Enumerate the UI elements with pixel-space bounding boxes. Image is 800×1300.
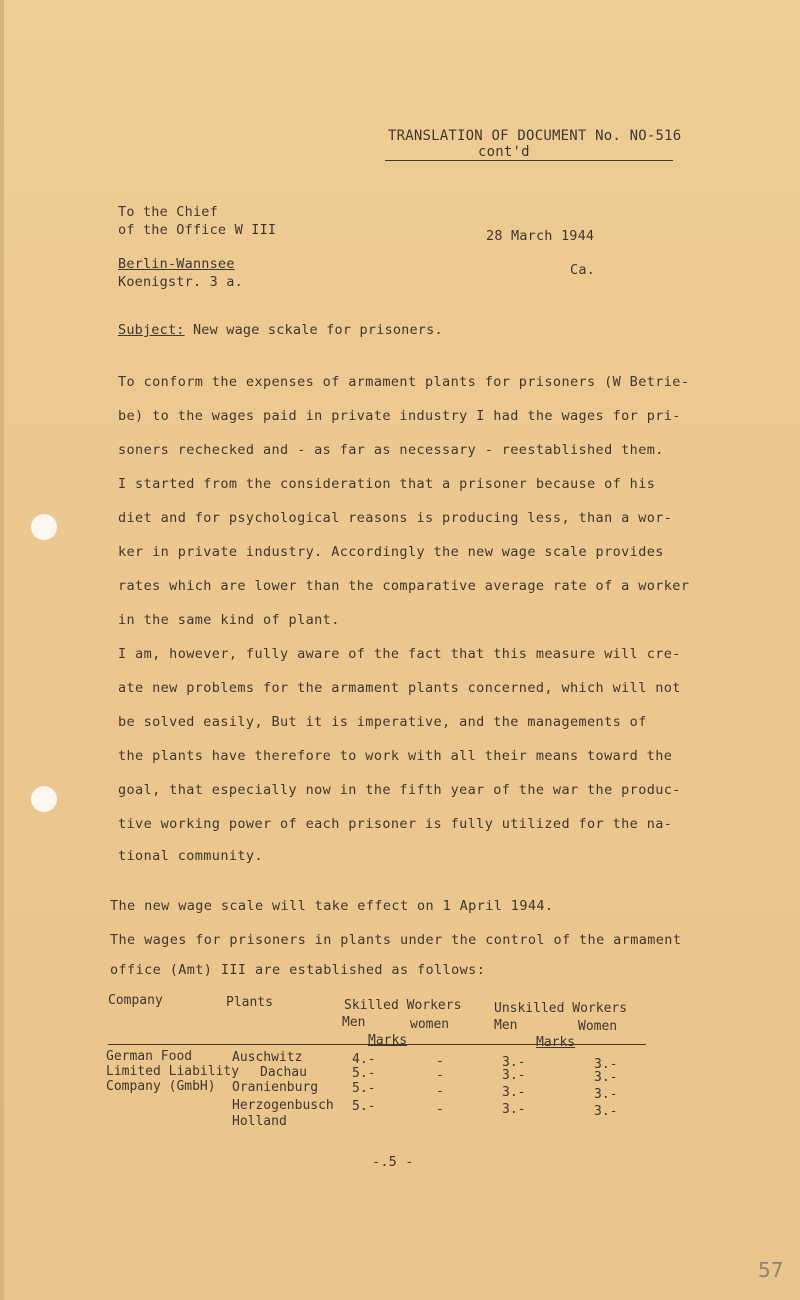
page-number: -.5 - — [372, 1154, 414, 1170]
col-header-men: Men — [342, 1015, 366, 1030]
plant-name: Dachau — [260, 1065, 307, 1080]
skilled-women-rate: - — [436, 1102, 444, 1117]
address-city: Berlin-Wannsee — [118, 256, 235, 272]
body-line: in the same kind of plant. — [118, 612, 340, 628]
unskilled-men-rate: 3.- — [502, 1085, 526, 1100]
plant-name: Herzogenbusch — [232, 1098, 334, 1113]
skilled-women-rate: - — [436, 1084, 444, 1099]
document-subtitle: cont'd — [478, 144, 530, 160]
body-line: To conform the expenses of armament plants for prisoners (W Betrie- — [118, 374, 690, 390]
header-rule — [385, 160, 673, 161]
initials: Ca. — [570, 262, 595, 278]
col-header-marks-unskilled: Marks — [536, 1035, 576, 1050]
col-header-women: women — [410, 1017, 450, 1032]
handwritten-page-number: 57 — [758, 1258, 784, 1282]
subject-label: Subject: — [118, 322, 185, 338]
unskilled-women-rate: 3.- — [594, 1070, 618, 1085]
subject-line — [118, 322, 443, 338]
table-rule — [108, 1044, 646, 1045]
body-line: ker in private industry. Accordingly the new wage scale provides — [118, 544, 664, 560]
unskilled-women-rate: 3.- — [594, 1104, 618, 1119]
unskilled-men-rate: 3.- — [502, 1068, 526, 1083]
plant-location: Holland — [232, 1114, 287, 1129]
skilled-men-rate: 5.- — [352, 1099, 376, 1114]
skilled-women-rate: - — [436, 1054, 444, 1069]
skilled-men-rate: 5.- — [352, 1081, 376, 1096]
body-line: soners rechecked and - as far as necessary - reestablished them. — [118, 442, 664, 458]
skilled-men-rate: 4.- — [352, 1052, 376, 1067]
body-line: rates which are lower than the comparative average rate of a worker — [118, 578, 690, 594]
address-line-1: To the Chief — [118, 204, 218, 220]
paper-edge — [0, 0, 4, 1300]
punch-hole-top — [31, 514, 57, 540]
plant-name: Oranienburg — [232, 1080, 319, 1095]
skilled-men-rate: 5.- — [352, 1066, 376, 1081]
col-header-marks: Marks — [368, 1033, 408, 1048]
skilled-women-rate: - — [436, 1068, 444, 1083]
col-header-women-unskilled: Women — [578, 1019, 618, 1034]
unskilled-men-rate: 3.- — [502, 1102, 526, 1117]
body-line: tive working power of each prisoner is fully utilized for the na- — [118, 816, 673, 832]
document-title: TRANSLATION OF DOCUMENT No. NO-516 — [388, 128, 682, 144]
body-line: be) to the wages paid in private industry I had the wages for pri- — [118, 408, 681, 424]
company-line: German Food — [106, 1049, 193, 1064]
body-line: be solved easily, But it is imperative, and the managements of — [118, 714, 647, 730]
body-line: The new wage scale will take effect on 1 April 1944. — [110, 898, 554, 914]
col-header-company: Company — [108, 993, 163, 1008]
col-header-unskilled: Unskilled Workers — [494, 1001, 628, 1016]
col-header-men-unskilled: Men — [494, 1018, 518, 1033]
unskilled-men-rate: 3.- — [502, 1055, 526, 1070]
company-line: Company (GmbH) — [106, 1079, 216, 1094]
unskilled-women-rate: 3.- — [594, 1087, 618, 1102]
address-line-2: of the Office W III — [118, 222, 277, 238]
col-header-plants: Plants — [226, 995, 273, 1010]
body-line: ate new problems for the armament plants concerned, which will not — [118, 680, 681, 696]
col-header-skilled: Skilled Workers — [344, 998, 462, 1013]
body-line: the plants have therefore to work with all their means toward the — [118, 748, 673, 764]
body-line: I am, however, fully aware of the fact that this measure will cre- — [118, 646, 681, 662]
body-line: office (Amt) III are established as follows: — [110, 962, 486, 978]
body-line: tional community. — [118, 848, 263, 864]
body-line: I started from the consideration that a prisoner because of his — [118, 476, 656, 492]
letter-date: 28 March 1944 — [486, 228, 595, 244]
address-street: Koenigstr. 3 a. — [118, 274, 243, 290]
company-line: Limited Liability — [106, 1064, 240, 1079]
body-line: diet and for psychological reasons is producing less, than a wor- — [118, 510, 673, 526]
subject-text: New wage sckale for prisoners. — [192, 322, 443, 338]
plant-name: Auschwitz — [232, 1050, 303, 1065]
body-line: goal, that especially now in the fifth year of the war the produc- — [118, 782, 681, 798]
body-line: The wages for prisoners in plants under the control of the armament — [110, 932, 682, 948]
unskilled-women-rate: 3.- — [594, 1057, 618, 1072]
punch-hole-bottom — [31, 786, 57, 812]
